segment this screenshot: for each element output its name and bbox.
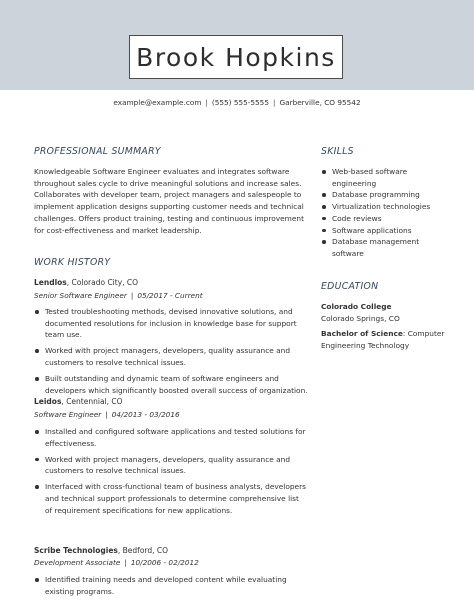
job-dates: 04/2013 - 03/2016 <box>111 410 180 419</box>
job-meta <box>34 291 203 300</box>
job-meta <box>34 558 199 567</box>
contact-phone: (555) 555-5555 <box>211 98 269 107</box>
job-company: Lendlos <box>34 278 67 287</box>
education-school: Colorado College <box>321 302 392 311</box>
skill-item: Code reviews <box>321 213 451 225</box>
job-bullet: Built outstanding and dynamic team of software engineers and developers which significantly boosted overall success of organization. <box>34 373 324 396</box>
job-bullet: Worked with project managers, developers, quality assurance and customers to resolve technical issues. <box>34 345 324 368</box>
work-history-title: WORK HISTORY <box>34 257 111 268</box>
job-company: Leidos <box>34 397 62 406</box>
education-school-location: Colorado Springs, CO <box>321 314 400 323</box>
job-bullet: Identified training needs and developed content while evaluating existing programs. <box>34 574 324 597</box>
job-dates: 10/2006 - 02/2012 <box>130 558 199 567</box>
job-location: , Bedford, CO <box>117 546 169 555</box>
summary-line: throughout sales cycle to drive meaningful solutions and increase sales. <box>34 178 302 188</box>
job-header <box>34 397 123 406</box>
job-header <box>34 278 138 287</box>
name-box <box>129 35 343 79</box>
summary-line: Collaborates with developer team, project managers and salespeople to <box>34 190 302 200</box>
job-role: Senior Software Engineer <box>34 291 127 300</box>
skill-item: Virtualization technologies <box>321 201 451 213</box>
job-bullet: Interfaced with cross-functional team of business analysts, developers and technical support professionals to determine comprehensive list of requirement specifications for new applications. <box>34 481 324 516</box>
contact-separator: | <box>272 98 276 107</box>
skill-item: Database programming <box>321 189 451 201</box>
skills-title: SKILLS <box>321 146 354 157</box>
meta-separator: | <box>130 291 134 300</box>
meta-separator: | <box>105 410 108 419</box>
job-bullets <box>34 306 324 401</box>
job-location: , Colorado City, CO <box>66 278 139 287</box>
skills-list <box>321 166 451 260</box>
summary-line: for cost-effectiveness and market leadership. <box>34 225 202 235</box>
education-title: EDUCATION <box>321 281 379 292</box>
contact-separator: | <box>205 98 208 107</box>
job-role: Software Engineer <box>34 410 102 419</box>
summary-title: PROFESSIONAL SUMMARY <box>34 146 161 157</box>
meta-separator: | <box>124 558 127 567</box>
skill-item: Software applications <box>321 225 451 237</box>
candidate-name: Brook Hopkins <box>136 42 336 72</box>
summary-line: Knowledgeable Software Engineer evaluates and integrates software <box>34 167 290 176</box>
education-degree: Bachelor of Science: Computer <box>321 329 445 338</box>
skill-item: Web-based software engineering <box>321 166 451 189</box>
skill-item: Database management software <box>321 236 451 259</box>
job-bullet: Tested troubleshooting methods, devised innovative solutions, and documented resolutions for inclusion in knowledge base for support team use. <box>34 306 324 341</box>
job-location: , Centennial, CO <box>61 397 123 406</box>
job-bullet: Worked with project managers, developers, quality assurance and customers to resolve technical issues. <box>34 454 324 477</box>
job-company: Scribe Technologies <box>34 546 118 555</box>
job-meta <box>34 410 180 419</box>
summary-line: challenges. Offers product training, testing and continuous improvement <box>34 213 305 223</box>
job-dates: 05/2017 - Current <box>137 291 203 300</box>
job-bullet: Installed and configured software applications and tested solutions for effectiveness. <box>34 426 324 449</box>
education-field: Engineering Technology <box>321 341 410 350</box>
contact-line <box>0 98 474 107</box>
summary-line: implement application designs supporting customer needs and technical <box>34 202 304 212</box>
job-header <box>34 546 168 555</box>
contact-email: example@example.com <box>113 98 202 107</box>
job-bullets <box>34 574 324 602</box>
job-role: Development Associate <box>34 558 121 567</box>
job-bullets <box>34 426 324 521</box>
summary-text <box>34 166 304 236</box>
contact-location: Garberville, CO 95542 <box>279 98 361 107</box>
